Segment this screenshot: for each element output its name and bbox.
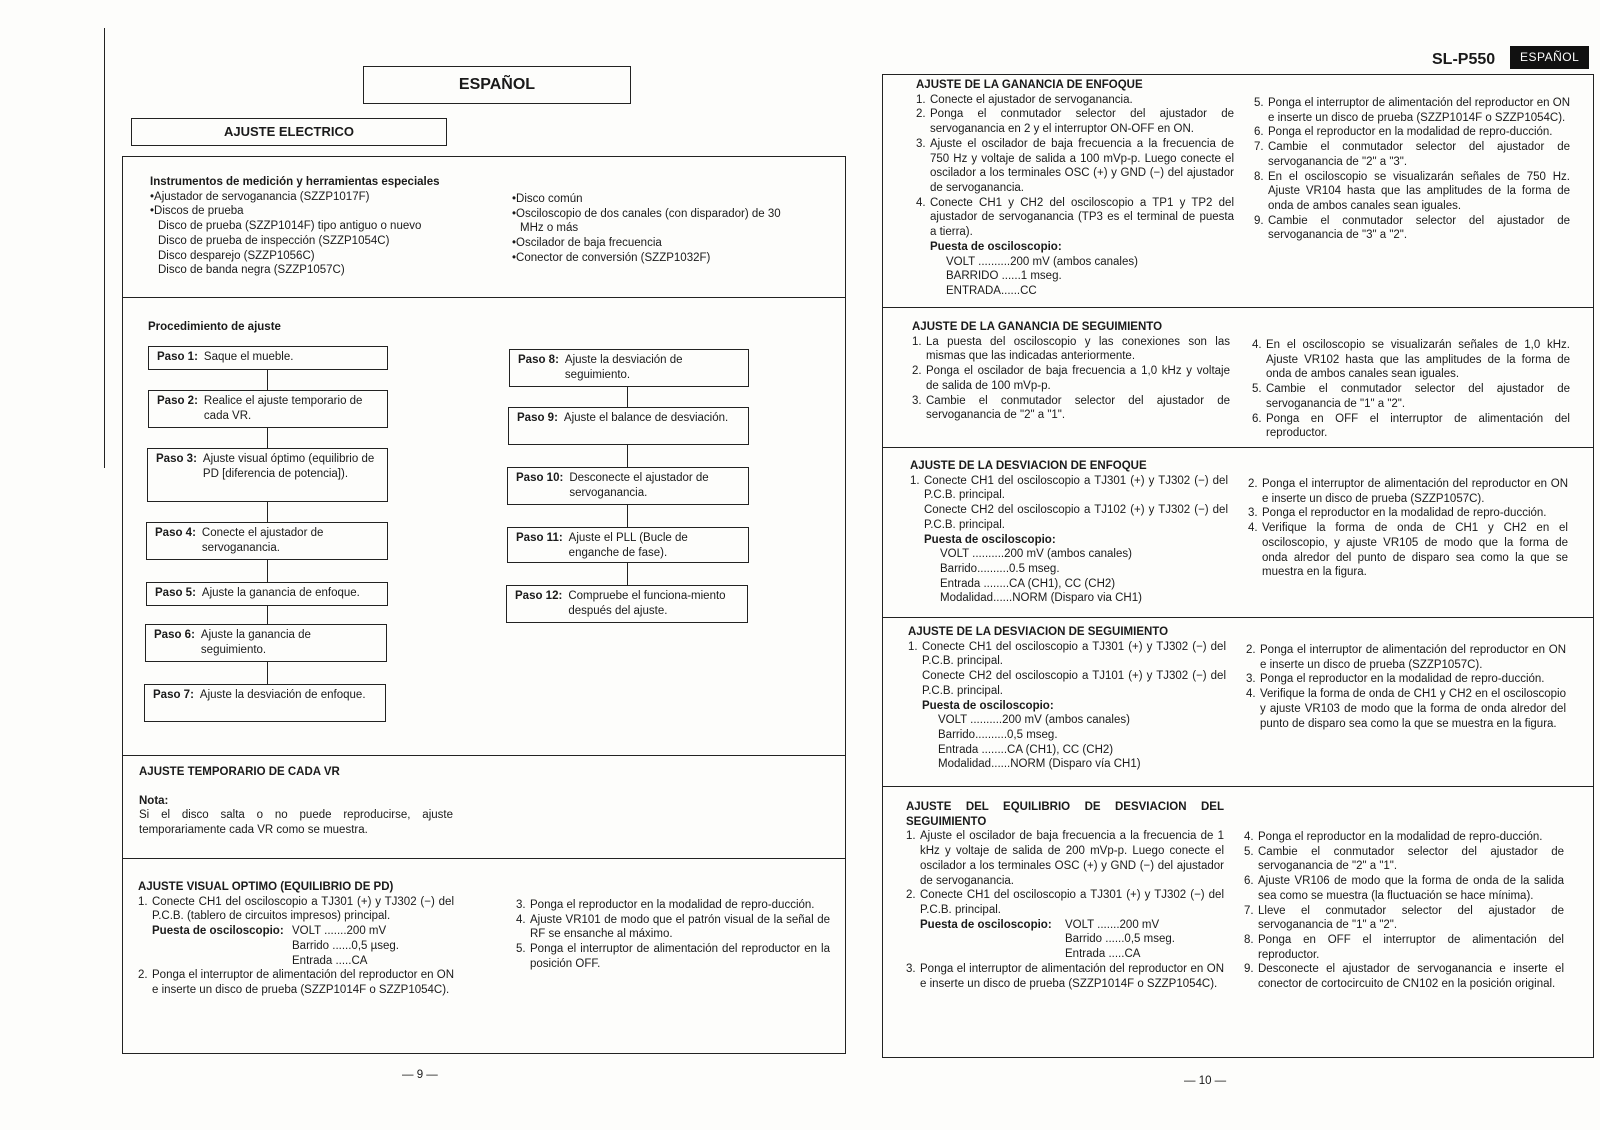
- step-10: Paso 10: Desconecte el ajustador de servoganancia.: [507, 467, 749, 505]
- instruments-heading: Instrumentos de medición y herramientas especiales: [150, 176, 440, 188]
- instruments-col1: [150, 175, 470, 278]
- equilibrio-item-2: Conecte CH1 del osciloscopio a TJ301 (+) y TJ302 (−) del P.C.B. principal.: [920, 889, 1224, 917]
- section-title-box: [131, 118, 447, 146]
- seguimiento-desv-osc-setting: Entrada ........CA (CH1), CC (CH2): [938, 743, 1114, 756]
- page-title: ESPAÑOL: [458, 76, 536, 93]
- equilibrio-item-1: Ajuste el oscilador de baja frecuencia a la frecuencia de 1 kHz y voltaje de salida de 200 mVp-p. Luego conecte el oscilador a los terminales OSC (+) y GND (−) del ajustador de servoganancia.: [920, 830, 1224, 887]
- page-margin-line: [104, 28, 105, 468]
- step-8: Paso 8: Ajuste la desviación de seguimiento.: [509, 349, 749, 387]
- equilibrio-osc-setting: Barrido ......0,5 mseg.: [1065, 933, 1175, 946]
- flow-connector: [267, 560, 268, 582]
- page-number-right: — 10 —: [1184, 1075, 1227, 1087]
- enfoque-gain-item-4: Conecte CH1 y CH2 del osciloscopio a TP1 y TP2 del ajustador de servoganancia (TP3 es el terminal de puesta a tierra).: [930, 196, 1234, 239]
- enfoque-gain-osc-label: Puesta de osciloscopio:: [930, 240, 1062, 253]
- flow-connector: [267, 606, 268, 624]
- enfoque-desv-osc-setting: Barrido..........0.5 mseg.: [940, 563, 1060, 576]
- step-9: Paso 9: Ajuste el balance de desviación.: [508, 407, 749, 445]
- seguimiento-desv-item-3: Ponga el reproductor en la modalidad de repro-ducción.: [1260, 673, 1545, 686]
- equilibrio-item-9: Desconecte el ajustador de servoganancia e inserte el conector de cortocircuito de CN102 en la posición original.: [1258, 963, 1564, 991]
- seguimiento-desv-col1: AJUSTE DE LA DESVIACION DE SEGUIMIENTO 1. Conecte CH1 del osciloscopio a TJ301 (+) y TJ302 (−) del P.C.B. principal. Conecte CH2 del osciloscopio a TJ101 (+) y TJ302 (−) del P.C.B. principal. Puesta de osciloscopio: VOLT ..........200 mV (ambos canales) Barrido..........0,5 mseg. Entrada ........CA (CH1), CC (CH2) Modalidad......NORM (Disparo vía CH1): [908, 626, 1226, 771]
- instrument-item: •Discos de prueba: [150, 205, 244, 218]
- enfoque-desv-item-3: Ponga el reproductor en la modalidad de repro-ducción.: [1262, 507, 1547, 520]
- enfoque-gain-item-3: Ajuste el oscilador de baja frecuencia a la frecuencia de 750 Hz y voltaje de salida a 100 mVp-p. Luego conecte el oscilador a los terminales OSC (+) y GND (−) del ajustador de servoganancia.: [930, 137, 1234, 195]
- flow-connector: [627, 445, 628, 467]
- enfoque-gain-heading: AJUSTE DE LA GANANCIA DE ENFOQUE: [916, 79, 1143, 91]
- seguimiento-desv-col2: 2. Ponga el interruptor de alimentación del reproductor en ON e inserte un disco de prueba (SZZP1057C). 3. Ponga el reproductor en la modalidad de repro-ducción. 4. Verifique la forma de onda de CH1 y CH2 en el osciloscopio y ajuste VR103 de modo que la forma de onda alredor del punto de disparo sea como la que se muestra en la figura.: [1246, 644, 1566, 730]
- seguimiento-desv-item-1b: Conecte CH2 del osciloscopio a TJ101 (+) y TJ302 (−) del P.C.B. principal.: [922, 670, 1226, 697]
- divider: [882, 617, 1594, 618]
- divider: [122, 858, 846, 859]
- temporario-heading: AJUSTE TEMPORARIO DE CADA VR: [139, 766, 340, 778]
- seguimiento-desv-osc-label: Puesta de osciloscopio:: [922, 699, 1054, 712]
- equilibrio-item-6: Ajuste VR106 de modo que la forma de onda de la salida sea como se muestra (la fluctuación se hace mínima).: [1258, 875, 1564, 902]
- flow-connector: [267, 502, 268, 522]
- seguimiento-gain-item-2: Ponga el oscilador de baja frecuencia a 1,0 kHz y voltaje de salida de 100 mVp-p.: [926, 365, 1230, 392]
- nota-text: Si el disco salta o no puede reproducirse, ajuste temporariamente cada VR como se muestra.: [139, 809, 453, 837]
- enfoque-gain-osc-setting: VOLT ..........200 mV (ambos canales): [946, 255, 1138, 268]
- step-12: Paso 12: Compruebe el funciona-miento después del ajuste.: [506, 585, 748, 623]
- temporario-section: [139, 765, 453, 838]
- enfoque-gain-osc-setting: ENTRADA......CC: [946, 285, 1037, 298]
- instrument-item: •Oscilador de baja frecuencia: [512, 237, 662, 250]
- enfoque-desv-col2: 2. Ponga el interruptor de alimentación del reproductor en ON e inserte un disco de prueba (SZZP1057C). 3. Ponga el reproductor en la modalidad de repro-ducción. 4. Verifique la forma de onda de CH1 y CH2 en el osciloscopio, y ajuste VR105 de modo que la forma de onda alredor del punto de disparo sea como la que se muestra en la figura.: [1248, 478, 1568, 579]
- step-7: Paso 7: Ajuste la desviación de enfoque.: [144, 684, 386, 722]
- enfoque-gain-item-9: Cambie el conmutador selector del ajustador de servoganancia de "3" a "2".: [1268, 214, 1570, 242]
- equilibrio-col1: AJUSTE DEL EQUILIBRIO DE DESVIACION DEL SEGUIMIENTO 1. Ajuste el oscilador de baja frecuencia a la frecuencia de 1 kHz y voltaje de salida de 200 mVp-p. Luego conecte el oscilador a los terminales OSC (+) y GND (−) del ajustador de servoganancia. 2. Conecte CH1 del osciloscopio a TJ301 (+) y TJ302 (−) del P.C.B. principal. Puesta de osciloscopio: VOLT .......200 mV Barrido ......0,5 mseg. Entrada .....CA 3. Ponga el interruptor de alimentación del reproductor en ON e inserte un disco de prueba (SZZP1014F o SZZP1054C).: [906, 801, 1224, 990]
- model-label: SL-P550: [1432, 51, 1496, 68]
- seguimiento-desv-osc-setting: Barrido..........0,5 mseg.: [938, 729, 1058, 742]
- seguimiento-gain-item-1: La puesta del osciloscopio y las conexiones son las mismas que las indicadas anteriormente.: [926, 335, 1230, 363]
- instrument-item: MHz o más: [520, 222, 579, 235]
- seguimiento-gain-item-4: En el osciloscopio se visualizarán señales de 1,0 kHz. Ajuste VR102 hasta que las amplitudes de la forma de onda de ambos canales sean iguales.: [1266, 339, 1570, 381]
- divider: [882, 307, 1594, 308]
- flow-connector: [627, 563, 628, 585]
- seguimiento-desv-item-4: Verifique la forma de onda de CH1 y CH2 en el osciloscopio y ajuste VR103 de modo que la forma de onda alredor del punto de disparo sea como la que se muestra en la figura.: [1260, 688, 1566, 730]
- enfoque-desv-col1: AJUSTE DE LA DESVIACION DE ENFOQUE 1. Conecte CH1 del osciloscopio a TJ301 (+) y TJ302 (−) del P.C.B. principal. Conecte CH2 del osciloscopio a TJ102 (+) y TJ302 (−) del P.C.B. principal. Puesta de osciloscopio: VOLT ..........200 mV (ambos canales) Barrido..........0.5 mseg. Entrada ........CA (CH1), CC (CH2) Modalidad......NORM (Disparo via CH1): [910, 460, 1228, 605]
- visual-heading: AJUSTE VISUAL OPTIMO (EQUILIBRIO DE PD): [138, 881, 394, 893]
- seguimiento-gain-item-3: Cambie el conmutador selector del ajustador de servoganancia de "2" a "1".: [926, 394, 1230, 422]
- visual-osc-setting: Entrada .....CA: [292, 954, 368, 967]
- seguimiento-gain-item-5: Cambie el conmutador selector del ajustador de servoganancia de "1" a "2".: [1266, 383, 1570, 410]
- enfoque-gain-item-5: Ponga el interruptor de alimentación del reproductor en ON e inserte un disco de prueba (SZZP1014F o SZZP1054C).: [1268, 97, 1570, 124]
- enfoque-desv-osc-setting: Entrada ........CA (CH1), CC (CH2): [940, 577, 1116, 590]
- seguimiento-desv-osc-setting: VOLT ..........200 mV (ambos canales): [938, 714, 1130, 727]
- section-title: AJUSTE ELECTRICO: [223, 124, 354, 139]
- visual-osc-setting: VOLT .......200 mV: [292, 925, 387, 938]
- enfoque-gain-item-1: Conecte el ajustador de servoganancia.: [930, 93, 1133, 106]
- equilibrio-item-4: Ponga el reproductor en la modalidad de repro-ducción.: [1258, 831, 1543, 843]
- seguimiento-desv-item-1a: Conecte CH1 del osciloscopio a TJ301 (+) y TJ302 (−) del P.C.B. principal.: [922, 640, 1226, 668]
- enfoque-gain-col1: AJUSTE DE LA GANANCIA DE ENFOQUE 1. Conecte el ajustador de servoganancia. 2. Ponga el conmutador selector del ajustador de servoganancia en 2 y el interruptor ON-OFF en ON. 3. Ajuste el oscilador de baja frecuencia a la frecuencia de 750 Hz y voltaje de salida a 100 mVp-p. Luego conecte el oscilador a los terminales OSC (+) y GND (−) del ajustador de servoganancia. 4. Conecte CH1 y CH2 del osciloscopio a TP1 y TP2 del ajustador de servoganancia (TP3 es el terminal de puesta a tierra). Puesta de osciloscopio: VOLT ..........200 mV (ambos canales) BARRIDO ......1 mseg. ENTRADA......CC: [916, 79, 1234, 298]
- seguimiento-gain-item-6: Ponga en OFF el interruptor de alimentación del reproductor.: [1266, 412, 1570, 440]
- enfoque-desv-item-1b: Conecte CH2 del osciloscopio a TJ102 (+) y TJ302 (−) del P.C.B. principal.: [924, 504, 1228, 531]
- flow-connector: [627, 505, 628, 527]
- step-1: Paso 1: Saque el mueble.: [148, 346, 388, 370]
- equilibrio-item-5: Cambie el conmutador selector del ajustador de servoganancia de "2" a "1".: [1258, 845, 1564, 873]
- enfoque-gain-item-6: Ponga el reproductor en la modalidad de repro-ducción.: [1268, 126, 1553, 139]
- divider: [122, 755, 846, 756]
- enfoque-desv-item-2: Ponga el interruptor de alimentación del reproductor en ON e inserte un disco de prueba (SZZP1057C).: [1262, 478, 1568, 505]
- instrument-subitem: Disco de prueba (SZZP1014F) tipo antiguo o nuevo: [158, 220, 422, 233]
- equilibrio-osc-setting: VOLT .......200 mV: [1065, 918, 1160, 931]
- step-6: Paso 6: Ajuste la ganancia de seguimiento.: [145, 624, 387, 662]
- step-2: Paso 2: Realice el ajuste temporario de cada VR.: [148, 390, 388, 428]
- visual-col1: AJUSTE VISUAL OPTIMO (EQUILIBRIO DE PD) 1. Conecte CH1 del osciloscopio a TJ301 (+) y TJ302 (−) del P.C.B. (tablero de circuitos impresos) principal. Puesta de osciloscopio: VOLT .......200 mV Barrido ......0,5 µseg. Entrada .....CA 2. Ponga el interruptor de alimentación del reproductor en ON e inserte un disco de prueba (SZZP1014F o SZZP1054C).: [138, 881, 454, 997]
- step-3: Paso 3: Ajuste visual óptimo (equilibrio de PD [diferencia de potencia]).: [147, 448, 388, 502]
- instrument-item: •Ajustador de servoganancia (SZZP1017F): [150, 190, 370, 203]
- instrument-subitem: Disco de banda negra (SZZP1057C): [158, 264, 345, 277]
- equilibrio-item-3: Ponga el interruptor de alimentación del reproductor en ON e inserte un disco de prueba (SZZP1014F o SZZP1054C).: [920, 962, 1224, 990]
- enfoque-desv-heading: AJUSTE DE LA DESVIACION DE ENFOQUE: [910, 460, 1147, 472]
- equilibrio-item-8: Ponga en OFF el interruptor de alimentación del reproductor.: [1258, 934, 1564, 961]
- enfoque-desv-osc-setting: VOLT ..........200 mV (ambos canales): [940, 548, 1132, 561]
- step-11: Paso 11: Ajuste el PLL (Bucle de enganche de fase).: [507, 527, 749, 563]
- instrument-subitem: Disco de prueba de inspección (SZZP1054C): [158, 234, 390, 247]
- flow-connector: [267, 370, 268, 390]
- enfoque-desv-osc-setting: Modalidad......NORM (Disparo via CH1): [940, 592, 1142, 605]
- visual-item-3: Ponga el reproductor en la modalidad de repro-ducción.: [530, 899, 815, 911]
- enfoque-gain-osc-setting: BARRIDO ......1 mseg.: [946, 270, 1062, 283]
- instrument-item: •Osciloscopio de dos canales (con disparador) de 30: [512, 207, 781, 220]
- step-4: Paso 4: Conecte el ajustador de servoganancia.: [146, 522, 388, 560]
- seguimiento-desv-heading: AJUSTE DE LA DESVIACION DE SEGUIMIENTO: [908, 626, 1169, 638]
- step-5: Paso 5: Ajuste la ganancia de enfoque.: [146, 582, 388, 606]
- instruments-col2: [512, 192, 832, 266]
- language-tag: ESPAÑOL: [1510, 46, 1589, 69]
- enfoque-gain-item-7: Cambie el conmutador selector del ajustador de servoganancia de "2" a "3".: [1268, 141, 1570, 168]
- visual-osc-setting: Barrido ......0,5 µseg.: [292, 939, 399, 952]
- enfoque-desv-item-1a: Conecte CH1 del osciloscopio a TJ301 (+) y TJ302 (−) del P.C.B. principal.: [924, 474, 1228, 502]
- instrument-item: •Disco común: [512, 193, 583, 205]
- page-title-box: [363, 66, 631, 104]
- flow-connector: [267, 428, 268, 448]
- seguimiento-gain-col2: 4. En el osciloscopio se visualizarán señales de 1,0 kHz. Ajuste VR102 hasta que las amplitudes de la forma de onda de ambos canales sean iguales. 5. Cambie el conmutador selector del ajustador de servoganancia de "1" a "2". 6. Ponga en OFF el interruptor de alimentación del reproductor.: [1252, 339, 1570, 440]
- divider: [882, 447, 1594, 448]
- instrument-item: •Conector de conversión (SZZP1032F): [512, 251, 711, 264]
- visual-item-5: Ponga el interruptor de alimentación del reproductor en la posición OFF.: [530, 943, 830, 970]
- seguimiento-gain-heading: AJUSTE DE LA GANANCIA DE SEGUIMIENTO: [912, 321, 1163, 333]
- procedure-heading: Procedimiento de ajuste: [148, 321, 281, 333]
- nota-label: Nota:: [139, 794, 169, 807]
- equilibrio-item-7: Lleve el conmutador selector del ajustador de servoganancia de "1" a "2".: [1258, 904, 1564, 932]
- visual-col2: 3. Ponga el reproductor en la modalidad de repro-ducción. 4. Ajuste VR101 de modo que el patrón visual de la señal de RF se ensanche al máximo. 5. Ponga el interruptor de alimentación del reproductor en la posición OFF.: [516, 899, 830, 970]
- visual-osc-label: Puesta de osciloscopio:: [152, 925, 284, 938]
- seguimiento-desv-item-2: Ponga el interruptor de alimentación del reproductor en ON e inserte un disco de prueba (SZZP1057C).: [1260, 644, 1566, 671]
- flow-connector: [627, 387, 628, 407]
- visual-item-2: Ponga el interruptor de alimentación del reproductor en ON e inserte un disco de prueba (SZZP1014F o SZZP1054C).: [152, 969, 454, 997]
- flow-connector: [267, 662, 268, 684]
- equilibrio-osc-setting: Entrada .....CA: [1065, 948, 1141, 961]
- visual-item-4: Ajuste VR101 de modo que el patrón visual de la señal de RF se ensanche al máximo.: [530, 913, 830, 941]
- divider: [882, 786, 1594, 787]
- enfoque-gain-item-8: En el osciloscopio se visualizarán señales de 750 Hz. Ajuste VR104 hasta que las amplitudes de la forma de onda de ambos canales sean iguales.: [1268, 170, 1570, 213]
- seguimiento-gain-col1: AJUSTE DE LA GANANCIA DE SEGUIMIENTO 1. La puesta del osciloscopio y las conexiones son las mismas que las indicadas anteriormente. 2. Ponga el oscilador de baja frecuencia a 1,0 kHz y voltaje de salida de 100 mVp-p. 3. Cambie el conmutador selector del ajustador de servoganancia de "2" a "1".: [912, 321, 1230, 422]
- equilibrio-col2: 4. Ponga el reproductor en la modalidad de repro-ducción. 5. Cambie el conmutador selector del ajustador de servoganancia de "2" a "1". 6. Ajuste VR106 de modo que la forma de onda de la salida sea como se muestra (la fluctuación se hace mínima). 7. Lleve el conmutador selector del ajustador de servoganancia de "1" a "2". 8. Ponga en OFF el interruptor de alimentación del reproductor. 9. Desconecte el ajustador de servoganancia e inserte el conector de cortocircuito de CN102 en la posición original.: [1244, 831, 1564, 991]
- enfoque-desv-osc-label: Puesta de osciloscopio:: [924, 533, 1056, 546]
- enfoque-desv-item-4: Verifique la forma de onda de CH1 y CH2 en el osciloscopio, y ajuste VR105 de modo que la forma de onda alredor del punto de disparo sea como la que se muestra en la figura.: [1262, 522, 1568, 579]
- enfoque-gain-item-2: Ponga el conmutador selector del ajustador de servoganancia en 2 y el interruptor ON-OFF en ON.: [930, 108, 1234, 136]
- equilibrio-osc-label: Puesta de osciloscopio:: [920, 918, 1052, 931]
- seguimiento-desv-osc-setting: Modalidad......NORM (Disparo vía CH1): [938, 758, 1141, 771]
- visual-item-1: Conecte CH1 del osciloscopio a TJ301 (+) y TJ302 (−) del P.C.B. (tablero de circuitos impresos) principal.: [152, 895, 454, 923]
- divider: [122, 297, 846, 298]
- equilibrio-heading: AJUSTE DEL EQUILIBRIO DE DESVIACION DEL SEGUIMIENTO: [906, 801, 1224, 828]
- enfoque-gain-col2: 5. Ponga el interruptor de alimentación del reproductor en ON e inserte un disco de prueba (SZZP1014F o SZZP1054C). 6. Ponga el reproductor en la modalidad de repro-ducción. 7. Cambie el conmutador selector del ajustador de servoganancia de "2" a "3". 8. En el osciloscopio se visualizarán señales de 750 Hz. Ajuste VR104 hasta que las amplitudes de la forma de onda de ambos canales sean iguales. 9. Cambie el conmutador selector del ajustador de servoganancia de "3" a "2".: [1254, 97, 1570, 242]
- instrument-subitem: Disco desparejo (SZZP1056C): [158, 249, 315, 262]
- page-number-left: — 9 —: [402, 1069, 438, 1081]
